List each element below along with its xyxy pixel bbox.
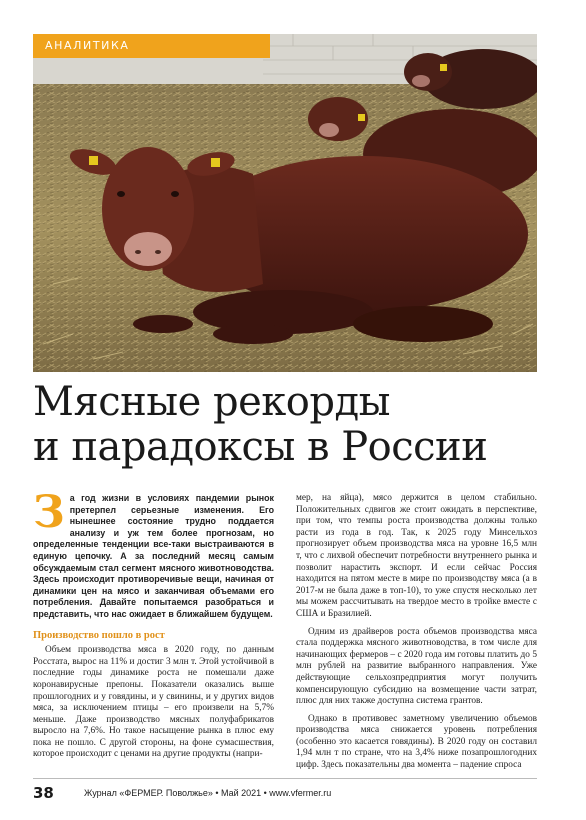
body-paragraph: мер, на яйца), мясо держится в целом стабильно. Положительных сдвигов же стоит ожидать в перспективе, при том, что темпы роста производства должны только расти из года в год. Так, к 2025 году Минсельхоз прогнозирует объем производства мяса на уровне 16,5 млн т, что с лихвой обеспечит потребности внутреннего рынка и позволит нарастить экспорт. И если сейчас Россия находится на пятом месте в мире по производству мяса (а в 2017-м не была даже в топ-10), то уже спустя несколько лет мы можем рассчитывать на твердое место в тройке вместе с США и Бразилией.	[296, 493, 537, 619]
bulls-illustration	[33, 34, 537, 372]
drop-cap: З	[33, 487, 65, 538]
ear-tag-icon	[89, 156, 98, 165]
section-label: АНАЛИТИКА	[33, 34, 270, 58]
text-column-right	[296, 493, 537, 772]
footer-divider	[33, 778, 537, 779]
headline-line-1: Мясные рекорды	[33, 379, 390, 425]
headline-line-2: и парадоксы в России	[33, 424, 488, 470]
article-photo-bulls	[33, 34, 537, 372]
body-paragraph: Однако в противовес заметному увеличению объемов производства мяса снижается уровень потребления (особенно это касается говядины). В 2020 году он составил 1,94 млн т по стране, что на 3,4% ниже позапрошлогодних цифр. Здесь показательны два момента – падение спроса	[296, 713, 537, 771]
body-paragraph: Объем производства мяса в 2020 году, по данным Росстата, вырос на 11% и достиг 3 млн т. Этой устойчивой в последние годы динамике роста не помешали даже коронавирусные препоны. Показатели оказались выше прошлогодних и у говядины, и у свинины, и у других видов мяса, за исключением птицы – его произвели на 5,7% меньше. Даже производство мясных полуфабрикатов выросло на 7,6%. Но такое насыщение рынка в плюс ему пока не пошло. С другой стороны, на фоне сумасшествия, которое происходит с ценами на другие продукты (напри-	[33, 645, 274, 760]
article-lead	[33, 487, 274, 621]
page-number: 38	[33, 784, 54, 802]
lead-text: а год жизни в условиях пандемии рынок претерпел серьезные изменения. Его нынешнее состояние трудно поддается анализу и уж тем более прогнозам, но определенные тенденции все-таки выстраиваются в единую цепочку. А за последний месяц самым обсуждаемым стал сегмент мясного животноводства. Здесь происходит противоречивые вещи, начиная от динамики цен на мясо и заканчивая объемами его потребления. Давайте попытаемся разобраться и представить, что нас ожидает в ближайшем будущем.	[33, 493, 274, 619]
section-subhead: Производство пошло в рост	[33, 629, 165, 641]
article-headline	[33, 380, 553, 470]
footer-publication: Журнал «ФЕРМЕР. Поволжье» • Май 2021 • www.vfermer.ru	[84, 788, 332, 798]
body-paragraph: Одним из драйверов роста объемов производства мяса стала поддержка мясного животноводства, в том числе для начинающих фермеров – с 2020 года им готовы платить до 5 млн рублей на развитие выбранного направления. Уже действующие сельхозпредприятия могут получить компенсирующую субсидию на возмещение части затрат, плюс для них также доступна система грантов.	[296, 626, 537, 707]
text-column-left	[33, 487, 274, 761]
